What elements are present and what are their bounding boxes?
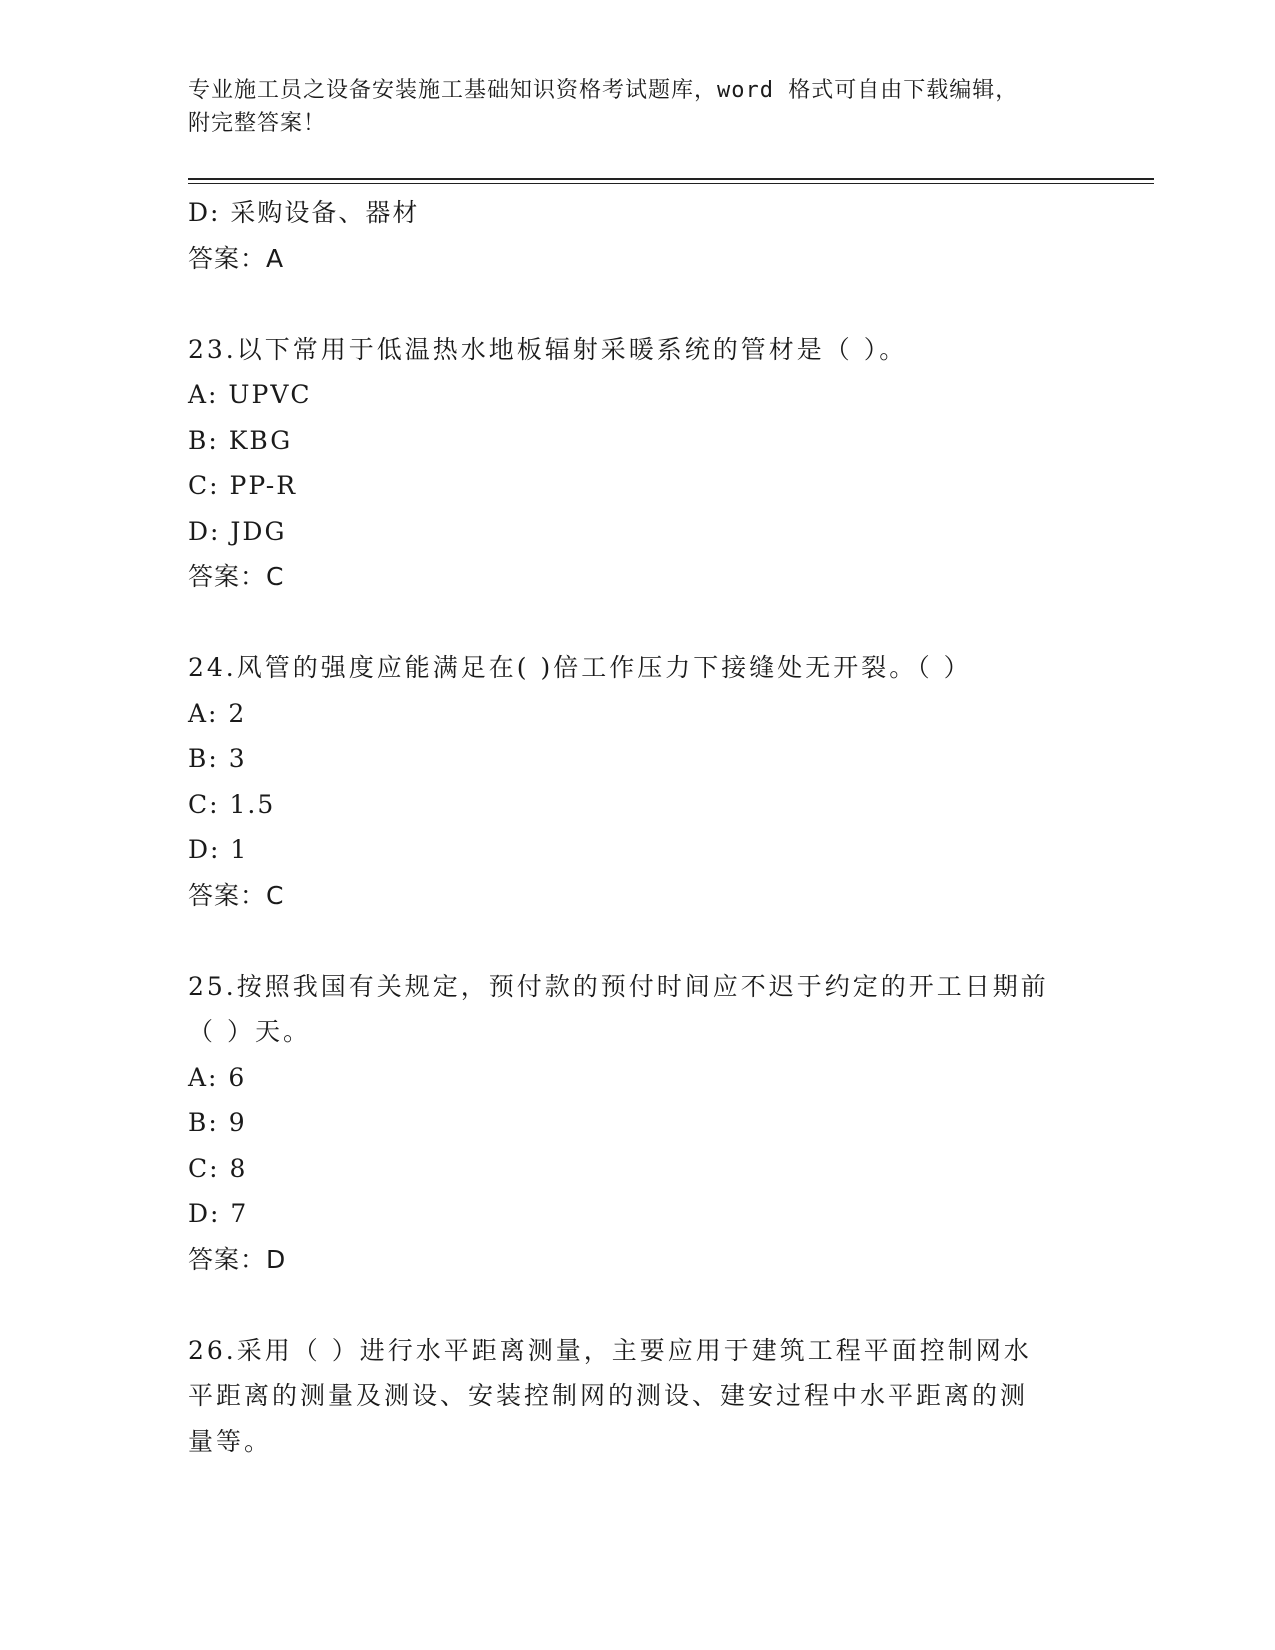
spacer: [188, 1282, 1108, 1328]
q24-answer: 答案：C: [188, 880, 285, 910]
header-line-1: 专业施工员之设备安装施工基础知识资格考试题库，word 格式可自由下载编辑，: [188, 78, 1019, 103]
spacer: [188, 281, 1108, 327]
q24-option-a: A: 2: [188, 698, 247, 728]
header-line-2: 附完整答案！: [188, 111, 327, 136]
q25-option-b: B: 9: [188, 1108, 247, 1137]
header-divider-thin: [188, 183, 1154, 184]
q23-option-b: B: KBG: [188, 425, 293, 455]
q24-option-c: C: 1.5: [188, 789, 276, 819]
q23-question: 23.以下常用于低温热水地板辐射采暖系统的管材是（ ）。: [188, 334, 908, 364]
q22-answer: 答案：A: [188, 243, 285, 273]
q25-question-line-2: （ ）天。: [188, 1017, 311, 1046]
q26-question-line-3: 量等。: [188, 1426, 273, 1456]
q25-answer: 答案：D: [188, 1244, 287, 1274]
document-header: [188, 74, 1088, 140]
q24-option-d: D: 1: [188, 835, 249, 864]
header-divider-thick: [188, 178, 1154, 180]
q24-question: 24.风管的强度应能满足在( )倍工作压力下接缝处无开裂。（ ）: [188, 653, 972, 682]
q24-option-b: B: 3: [188, 744, 247, 773]
q25-option-d: D: 7: [188, 1199, 249, 1228]
q26-question-line-2: 平距离的测量及测设、安装控制网的测设、建安过程中水平距离的测: [188, 1381, 1029, 1410]
q26-question-line-1: 26.采用（ ）进行水平距离测量，主要应用于建筑工程平面控制网水: [188, 1335, 1032, 1365]
q25-option-c: C: 8: [188, 1153, 248, 1183]
q23-option-a: A: UPVC: [188, 380, 312, 409]
q22-option-d: D: 采购设备、器材: [188, 198, 420, 227]
q23-answer: 答案：C: [188, 562, 285, 591]
q25-option-a: A: 6: [188, 1062, 247, 1092]
q23-option-d: D: JDG: [188, 516, 287, 546]
question-content: [188, 190, 1108, 1464]
q25-question-line-1: 25.按照我国有关规定，预付款的预付时间应不迟于约定的开工日期前: [188, 971, 1049, 1001]
q23-option-c: C: PP-R: [188, 471, 298, 500]
spacer: [188, 918, 1108, 964]
spacer: [188, 600, 1108, 646]
